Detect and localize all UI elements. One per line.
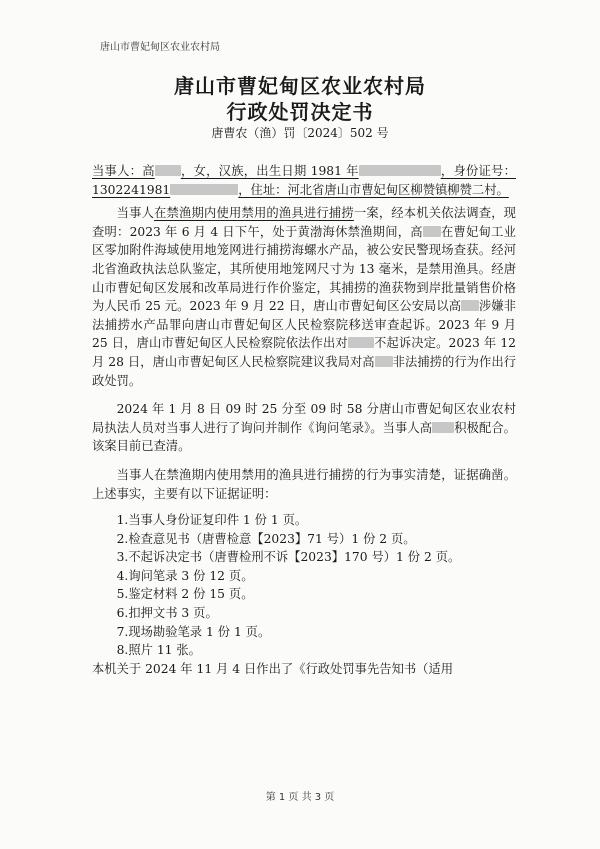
document-body [92,162,516,678]
redacted [432,422,454,433]
paragraph-facts: 当事人在禁渔期内使用禁用的渔具进行捕捞一案，经本机关依法调查，现查明：2023 年 6 月 4 日下午，处于黄渤海休禁渔期间，高 在曹妃甸工业区零加附件海域使用地笼网进行捕捞海螺水产品，被公安民警现场查获。经河北省渔政执法总队鉴定，其所使用地笼网尺寸为 13 毫米，是禁用渔具。经唐山市曹妃甸区发展和改革局进行作价鉴定，其捕捞的渔获物到岸批量销售价格为人民币 25 元。2023 年 9 月 22 日，唐山市曹妃甸区公安局以高 涉嫌非法捕捞水产品罪向唐山市曹妃甸区人民检察院移送审查起诉。2023 年 9 月 25 日，唐山市曹妃甸区人民检察院依法作出对 不起诉决定。2023 年 12 月 28 日，唐山市曹妃甸区人民检察院建议我局对高 非法捕捞的行为作出行政处罚。 [92,206,516,388]
evidence-item: 4.询问笔录 3 份 12 页。 [116,568,254,583]
redacted [461,300,479,311]
paragraph-inquiry: 2024 年 1 月 8 日 09 时 25 分至 09 时 58 分唐山市曹妃甸区农业农村局执法人员对当事人进行了询问并制作《询问笔录》。当事人高 积极配合。该案目前已查清。 [92,402,516,454]
redacted [423,226,441,237]
redacted [155,165,181,176]
evidence-item: 8.照片 11 张。 [116,643,201,658]
party-info: 当事人：高 ，女，汉族，出生日期 1981 年 ，身份证号：1302241981 ，住址：河北省唐山市曹妃甸区柳赞镇柳赞二村。 [92,164,516,197]
evidence-item: 2.检查意见书（唐曹检意【2023】71 号）1 份 2 页。 [116,531,416,546]
page-footer: 第 1 页 共 3 页 [265,792,335,803]
evidence-item: 3.不起诉决定书（唐曹检刑不诉【2023】170 号）1 份 2 页。 [116,550,461,565]
redacted [170,184,238,195]
evidence-item: 1.当事人身份证复印件 1 份 1 页。 [116,513,308,528]
doc-title: 行政处罚决定书 [226,100,374,124]
doc-number: 唐曹农（渔）罚〔2024〕502 号 [211,126,389,140]
evidence-item: 7.现场勘验笔录 1 份 1 页。 [116,624,271,639]
paragraph-notice: 本机关于 2024 年 11 月 4 日作出了《行政处罚事先告知书（适用 [92,661,454,676]
case-name: 在禁渔期内使用禁用的渔具进行捕捞 [154,206,354,221]
redacted [348,337,374,348]
evidence-item: 5.鉴定材料 2 份 15 页。 [116,587,254,602]
doc-title-org: 唐山市曹妃甸区农业农村局 [174,74,426,98]
redacted [375,356,393,367]
paragraph-evidence-intro: 当事人在禁渔期内使用禁用的渔具进行捕捞的行为事实清楚，证据确凿。上述事实，主要有以下证据证明： [92,467,516,501]
header-org: 唐山市曹妃甸区农业农村局 [100,42,220,53]
redacted [359,165,441,176]
evidence-item: 6.扣押文书 3 页。 [116,606,218,621]
